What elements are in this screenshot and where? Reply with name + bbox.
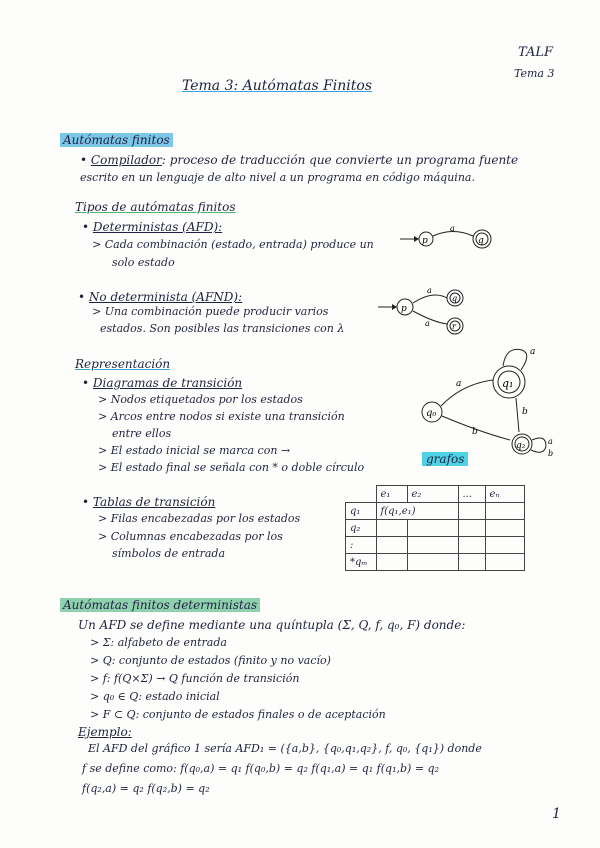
figure-afd-small xyxy=(398,222,503,256)
table-cell: *qₘ xyxy=(346,554,377,571)
table-cell xyxy=(458,554,485,571)
table-cell xyxy=(376,520,407,537)
state-q0-label: q₀ xyxy=(426,408,437,419)
table-cell xyxy=(458,520,485,537)
table-header-cell xyxy=(346,486,377,503)
state-r-label: r xyxy=(452,322,456,331)
det-line2: solo estado xyxy=(112,256,175,269)
ejemplo-label: Ejemplo: xyxy=(78,725,132,739)
table-cell xyxy=(485,503,524,520)
header-tag: TALF xyxy=(518,45,554,60)
afd-item: > q₀ ∈ Q: estado inicial xyxy=(90,690,220,703)
diag-label: • Diagramas de transición xyxy=(82,376,243,390)
diag-item: > El estado inicial se marca con → xyxy=(98,444,291,457)
afd-intro: Un AFD se define mediante una quíntupla (Σ, Q, f, q₀, F) donde: xyxy=(78,618,466,632)
state-p-label: p xyxy=(401,304,407,314)
table-cell: f(q₁,e₁) xyxy=(376,503,458,520)
table-row xyxy=(346,537,525,554)
afd-item: > F ⊂ Q: conjunto de estados finales o de aceptación xyxy=(90,708,386,721)
ejemplo-line1: El AFD del gráfico 1 sería AFD₁ = ({a,b}, {q₀,q₁,q₂}, f, q₀, {q₁}) donde xyxy=(88,742,482,755)
nodet-line2: estados. Son posibles las transiciones con λ xyxy=(100,322,345,335)
page-title: Tema 3: Autómatas Finitos xyxy=(182,78,373,94)
page-number: 1 xyxy=(552,806,561,822)
afd-item: > f: f(Q×Σ) → Q función de transición xyxy=(90,672,300,685)
nodet-line1: > Una combinación puede producir varios xyxy=(92,305,329,318)
repr-heading: Representación xyxy=(75,357,171,371)
afd-item: > Q: conjunto de estados (finito y no vacío) xyxy=(90,654,331,667)
edge-label: a xyxy=(450,224,455,233)
state-p-label: p xyxy=(422,236,428,246)
table-header-cell: eₙ xyxy=(485,486,524,503)
diag-item: > Nodos etiquetados por los estados xyxy=(98,393,303,406)
figure-afnd-small xyxy=(375,280,475,340)
table-cell xyxy=(376,537,407,554)
table-cell xyxy=(485,520,524,537)
table-row xyxy=(346,554,525,571)
state-q-label: q xyxy=(478,236,484,246)
compilador-line2: escrito en un lenguaje de alto nivel a un programa en código máquina. xyxy=(80,171,475,184)
table-cell: q₂ xyxy=(346,520,377,537)
table-cell xyxy=(458,503,485,520)
arrow-head-icon xyxy=(414,236,419,242)
det-label: • Deterministas (AFD): xyxy=(82,220,223,234)
table-cell xyxy=(485,537,524,554)
edge-p-r xyxy=(413,311,447,324)
afd-item: > Σ: alfabeto de entrada xyxy=(90,636,227,649)
diag-item: > Arcos entre nodos si existe una transición xyxy=(98,410,345,423)
afd-heading: Autómatas finitos deterministas xyxy=(60,598,260,612)
table-cell: q₁ xyxy=(346,503,377,520)
arrow-head-icon xyxy=(392,304,397,310)
table-header-cell: e₁ xyxy=(376,486,407,503)
nodet-label: • No determinista (AFND): xyxy=(78,290,243,304)
tablas-label: • Tablas de transición xyxy=(82,495,216,509)
edge-label: a xyxy=(425,319,430,328)
compilador-line1: • Compilador: proceso de traducción que convierte un programa fuente xyxy=(80,153,519,167)
edge-label: a xyxy=(427,286,432,295)
state-q-label: q xyxy=(452,294,458,303)
tablas-item: > Filas encabezadas por los estados xyxy=(98,512,301,525)
table-cell xyxy=(376,554,407,571)
edge-label: a xyxy=(456,379,462,389)
tablas-item: símbolos de entrada xyxy=(112,547,226,560)
edge-q1-q2 xyxy=(516,398,519,432)
ejemplo-line2: f se define como: f(q₀,a) = q₁ f(q₀,b) = q₂ f(q₁,a) = q₁ f(q₁,b) = q₂ xyxy=(82,762,439,775)
edge-p-q xyxy=(413,295,447,303)
compilador-term: Compilador xyxy=(90,153,162,167)
table-header-row xyxy=(346,486,525,503)
header-tema: Tema 3 xyxy=(514,67,555,80)
table-header-cell: e₂ xyxy=(407,486,458,503)
edge-label: a xyxy=(548,437,553,446)
table-cell xyxy=(407,537,458,554)
table-row xyxy=(346,503,525,520)
edge-q0-q1 xyxy=(441,380,493,406)
figure-afd-graph xyxy=(410,340,560,470)
table-row xyxy=(346,520,525,537)
det-line1: > Cada combinación (estado, entrada) produce un xyxy=(92,238,374,251)
grafos-badge: grafos xyxy=(422,452,468,466)
table-cell xyxy=(407,554,458,571)
table-cell: : xyxy=(346,537,377,554)
tablas-item: > Columnas encabezadas por los xyxy=(98,530,283,543)
edge-label: a xyxy=(530,347,536,357)
section-heading-automatas-finitos: Autómatas finitos xyxy=(60,133,173,147)
table-cell xyxy=(485,554,524,571)
tipos-heading: Tipos de autómatas finitos xyxy=(75,200,236,214)
transition-table xyxy=(345,485,525,571)
diag-item: entre ellos xyxy=(112,427,172,440)
table-header-cell: ... xyxy=(458,486,485,503)
diag-item: > El estado final se señala con * o doble círculo xyxy=(98,461,365,474)
state-q1-label: q₁ xyxy=(502,377,514,390)
table-cell xyxy=(458,537,485,554)
table-cell xyxy=(407,520,458,537)
state-q2-label: q₂ xyxy=(516,441,526,451)
self-loop-q2 xyxy=(531,438,546,452)
edge-label: b xyxy=(472,427,478,437)
edge-label: b xyxy=(548,449,554,458)
edge-label: b xyxy=(522,407,528,417)
ejemplo-line3: f(q₂,a) = q₂ f(q₂,b) = q₂ xyxy=(82,782,210,795)
compilador-def: : proceso de traducción que convierte un programa fuente xyxy=(161,153,519,167)
